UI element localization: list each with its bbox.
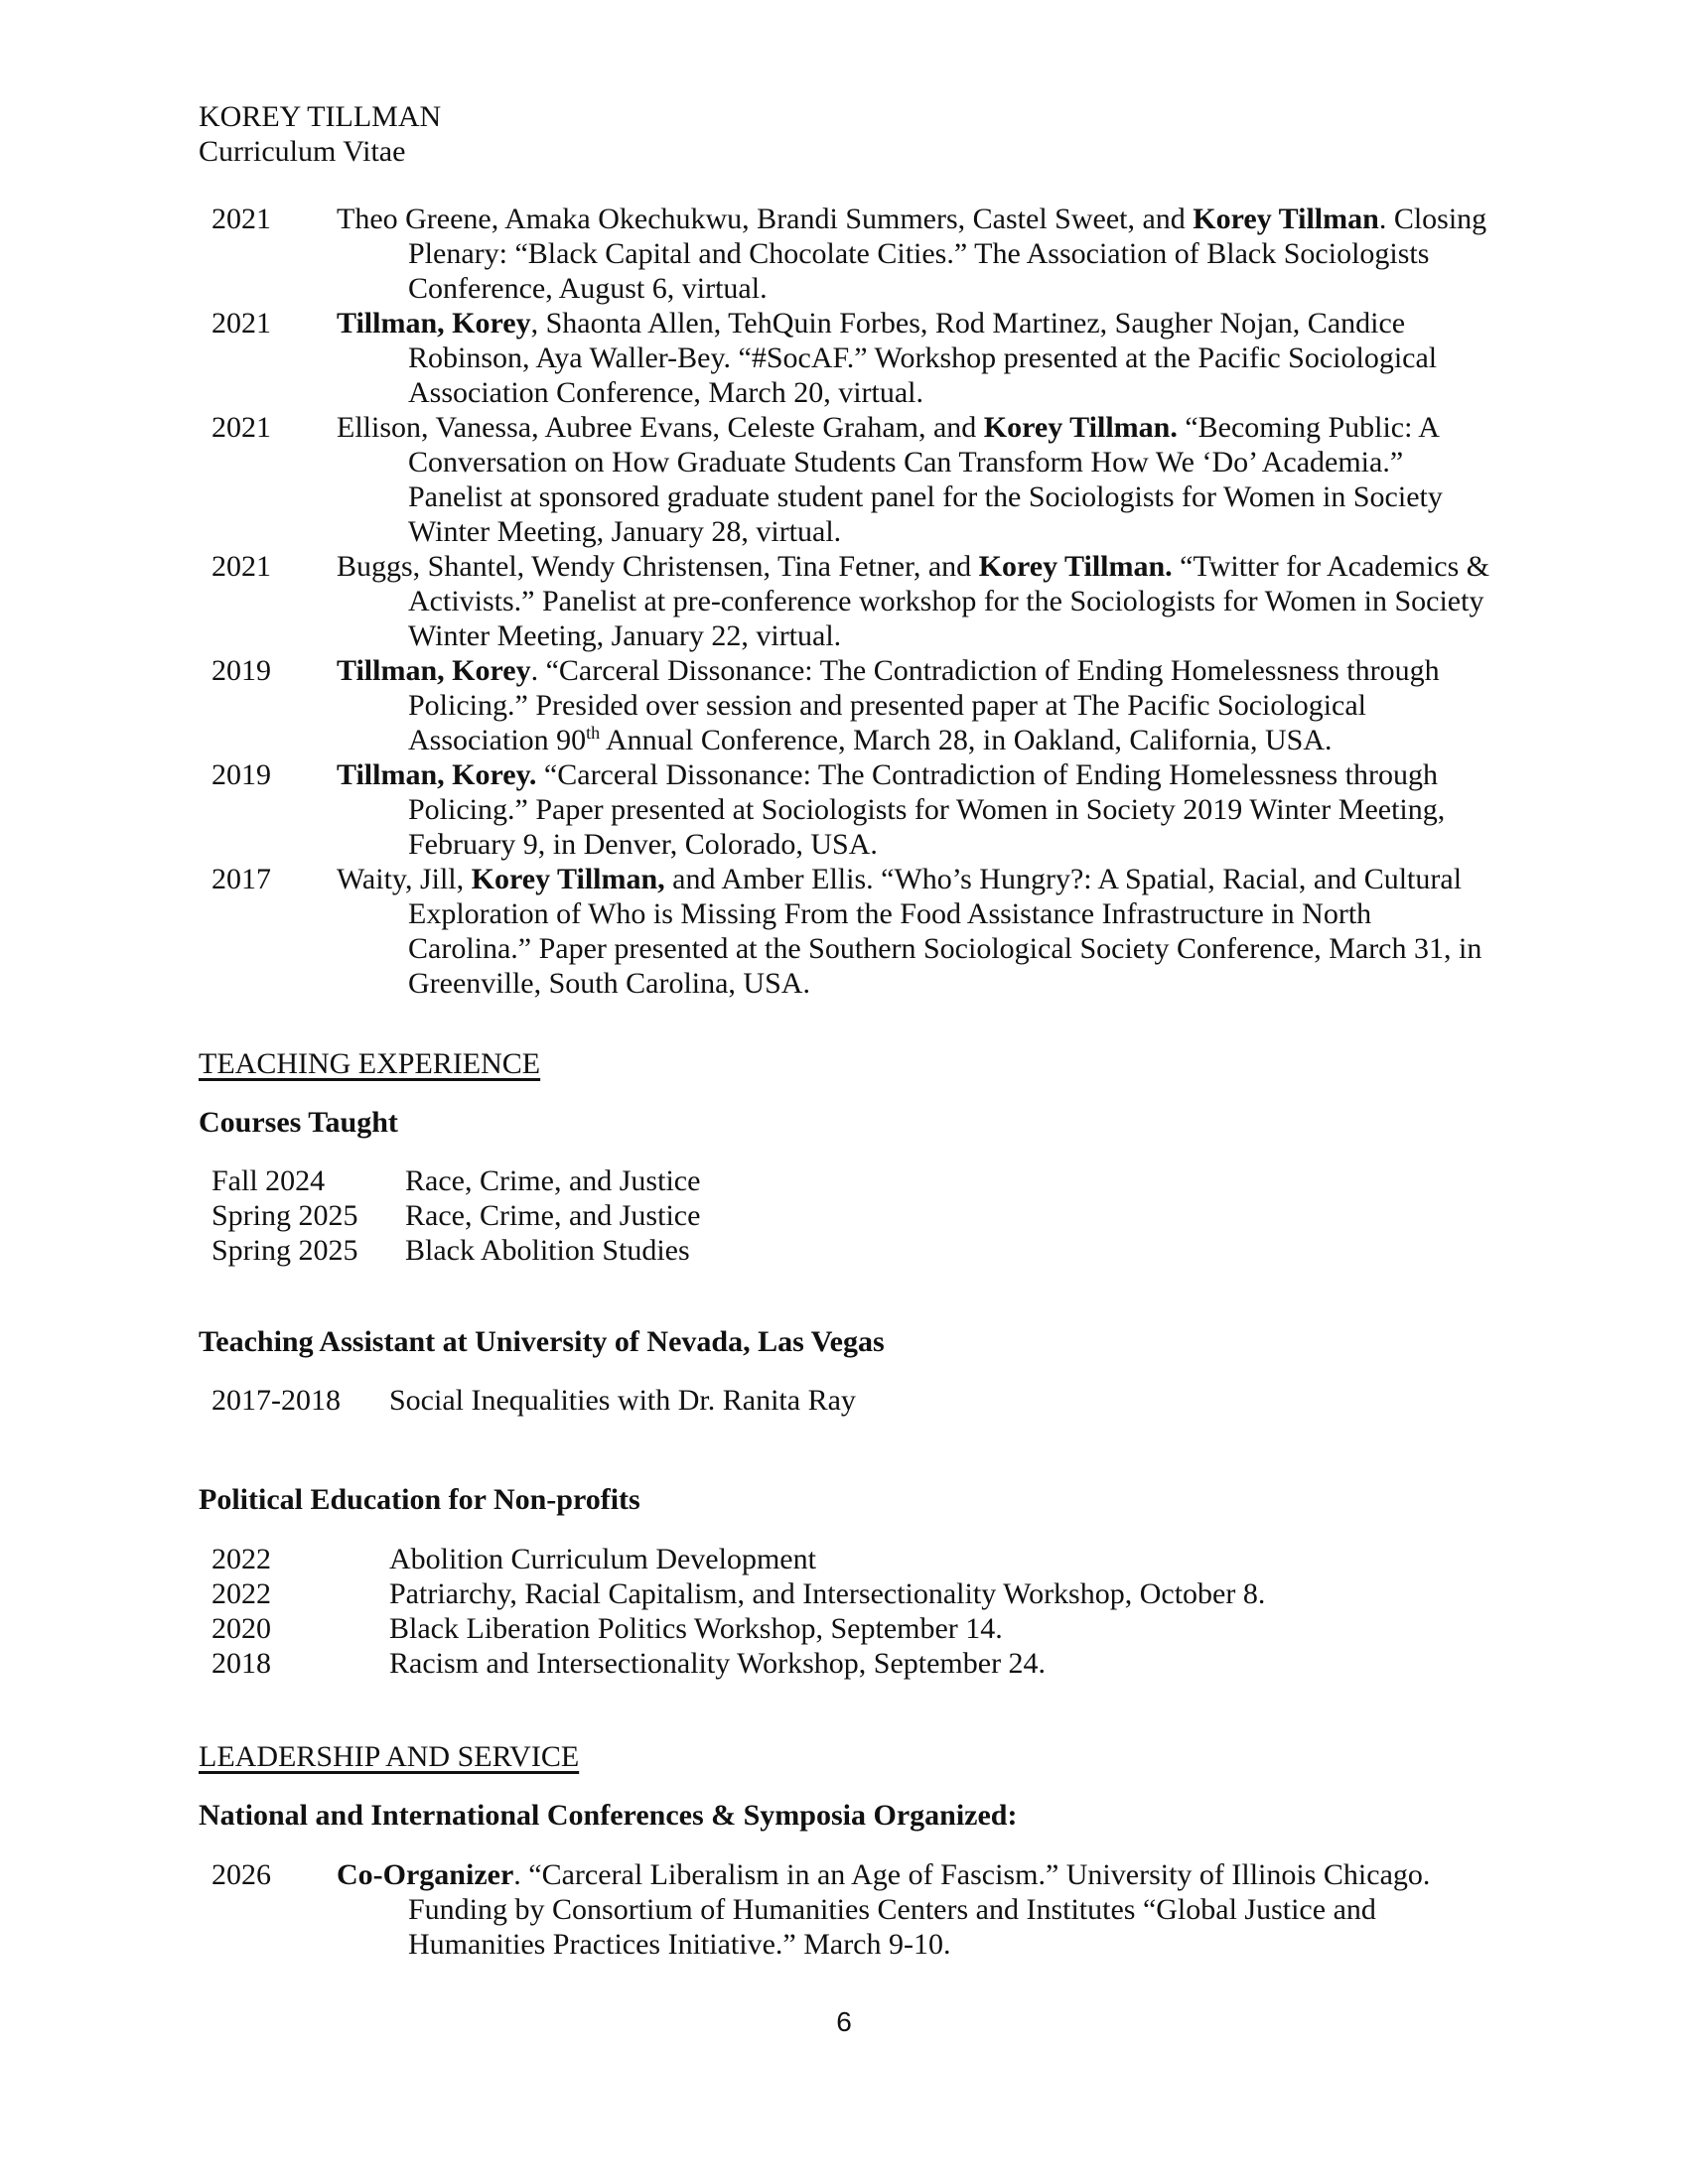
author-highlight: Korey Tillman bbox=[1193, 203, 1379, 235]
political-item: Abolition Curriculum Development bbox=[389, 1543, 816, 1575]
author-highlight: Korey Tillman. bbox=[983, 411, 1178, 444]
course-name: Race, Crime, and Justice bbox=[405, 1164, 701, 1197]
ta-term: 2017-2018 bbox=[211, 1384, 341, 1417]
presentation-entry: 2021 Ellison, Vanessa, Aubree Evans, Celeste Graham, and Korey Tillman. “Becoming Public: A Conversation on How Graduate Students Can Transform How We ‘Do’ Academia.” Panelist at sponsored graduate student panel for the Sociologists for Women in Society Winter Meeting, January 28, virtual. bbox=[211, 411, 1443, 548]
organized-entry: 2026 Co-Organizer. “Carceral Liberalism in an Age of Fascism.” University of Illinois Chicago. Funding by Consortium of Humanities Centers and Institutes “Global Justice and Humanities Practices Initiative.” March 9-10. bbox=[211, 1858, 1431, 1961]
presentation-entry: 2019 Tillman, Korey. “Carceral Dissonance: The Contradiction of Ending Homelessness through Policing.” Presided over session and presented paper at The Pacific Sociological Association 90th Annual Conference, March 28, in Oakland, California, USA. bbox=[211, 654, 1440, 756]
course-term: Spring 2025 bbox=[211, 1199, 358, 1232]
presentation-entry: 2021 Theo Greene, Amaka Okechukwu, Brandi Summers, Castel Sweet, and Korey Tillman. Closing Plenary: “Black Capital and Chocolate Cities.” The Association of Black Sociologists Conference, August 6, virtual. bbox=[211, 203, 1487, 305]
author-name: KOREY TILLMAN bbox=[199, 100, 442, 133]
entry-year: 2021 bbox=[211, 307, 271, 340]
presentation-entry: 2019 Tillman, Korey. “Carceral Dissonance: The Contradiction of Ending Homelessness through Policing.” Paper presented at Sociologists for Women in Society 2019 Winter Meeting, February 9, in Denver, Colorado, USA. bbox=[211, 758, 1446, 861]
entry-year: 2026 bbox=[211, 1858, 271, 1891]
political-item: Racism and Intersectionality Workshop, September 24. bbox=[389, 1647, 1047, 1680]
leadership-section-title: LEADERSHIP AND SERVICE bbox=[199, 1740, 580, 1773]
presentation-entry: 2017 Waity, Jill, Korey Tillman, and Amber Ellis. “Who’s Hungry?: A Spatial, Racial, and Cultural Exploration of Who is Missing From the Food Assistance Infrastructure in North Carolina.” Paper presented at the Southern Sociological Society Conference, March 31, in Greenville, South Carolina, USA. bbox=[211, 863, 1482, 1000]
entry-year: 2021 bbox=[211, 411, 271, 444]
conferences-organized-heading: National and International Conferences & Symposia Organized: bbox=[199, 1799, 1018, 1832]
course-term: Spring 2025 bbox=[211, 1234, 358, 1267]
author-highlight: Tillman, Korey. bbox=[337, 758, 537, 791]
political-year: 2018 bbox=[211, 1647, 271, 1680]
conferences-organized-list bbox=[199, 1857, 1499, 1962]
ta-course: Social Inequalities with Dr. Ranita Ray bbox=[389, 1384, 856, 1417]
role-highlight: Co-Organizer bbox=[337, 1858, 514, 1891]
presentation-entry: 2021 Tillman, Korey, Shaonta Allen, TehQuin Forbes, Rod Martinez, Saugher Nojan, Candice Robinson, Aya Waller-Bey. “#SocAF.” Workshop presented at the Pacific Sociological Association Conference, March 20, virtual. bbox=[211, 307, 1438, 409]
political-year: 2022 bbox=[211, 1543, 271, 1575]
course-name: Race, Crime, and Justice bbox=[405, 1199, 701, 1232]
course-name: Black Abolition Studies bbox=[405, 1234, 690, 1267]
author-highlight: Tillman, Korey bbox=[337, 654, 531, 687]
course-term: Fall 2024 bbox=[211, 1164, 326, 1197]
ordinal-suffix: th bbox=[586, 723, 601, 743]
entry-year: 2021 bbox=[211, 203, 271, 235]
political-item: Patriarchy, Racial Capitalism, and Intersectionality Workshop, October 8. bbox=[389, 1577, 1266, 1610]
presentation-entry: 2021 Buggs, Shantel, Wendy Christensen, Tina Fetner, and Korey Tillman. “Twitter for Academics & Activists.” Panelist at pre-conference workshop for the Sociologists for Women in Society Winter Meeting, January 22, virtual. bbox=[211, 550, 1490, 652]
document-subtitle: Curriculum Vitae bbox=[199, 135, 406, 168]
entry-year: 2019 bbox=[211, 758, 271, 791]
teaching-section-title: TEACHING EXPERIENCE bbox=[199, 1047, 541, 1080]
author-highlight: Korey Tillman, bbox=[471, 863, 665, 895]
political-year: 2020 bbox=[211, 1612, 271, 1645]
page-number: 6 bbox=[836, 2006, 852, 2037]
page-header bbox=[199, 99, 441, 169]
political-item: Black Liberation Politics Workshop, September 14. bbox=[389, 1612, 1003, 1645]
author-highlight: Tillman, Korey bbox=[337, 307, 531, 340]
entry-year: 2019 bbox=[211, 654, 271, 687]
political-year: 2022 bbox=[211, 1577, 271, 1610]
author-highlight: Korey Tillman. bbox=[978, 550, 1173, 583]
political-education-heading: Political Education for Non-profits bbox=[199, 1483, 640, 1516]
entry-year: 2017 bbox=[211, 863, 271, 895]
teaching-assistant-heading: Teaching Assistant at University of Nevada, Las Vegas bbox=[199, 1325, 885, 1358]
courses-taught-heading: Courses Taught bbox=[199, 1106, 398, 1139]
entry-year: 2021 bbox=[211, 550, 271, 583]
presentations-list bbox=[199, 202, 1499, 1001]
